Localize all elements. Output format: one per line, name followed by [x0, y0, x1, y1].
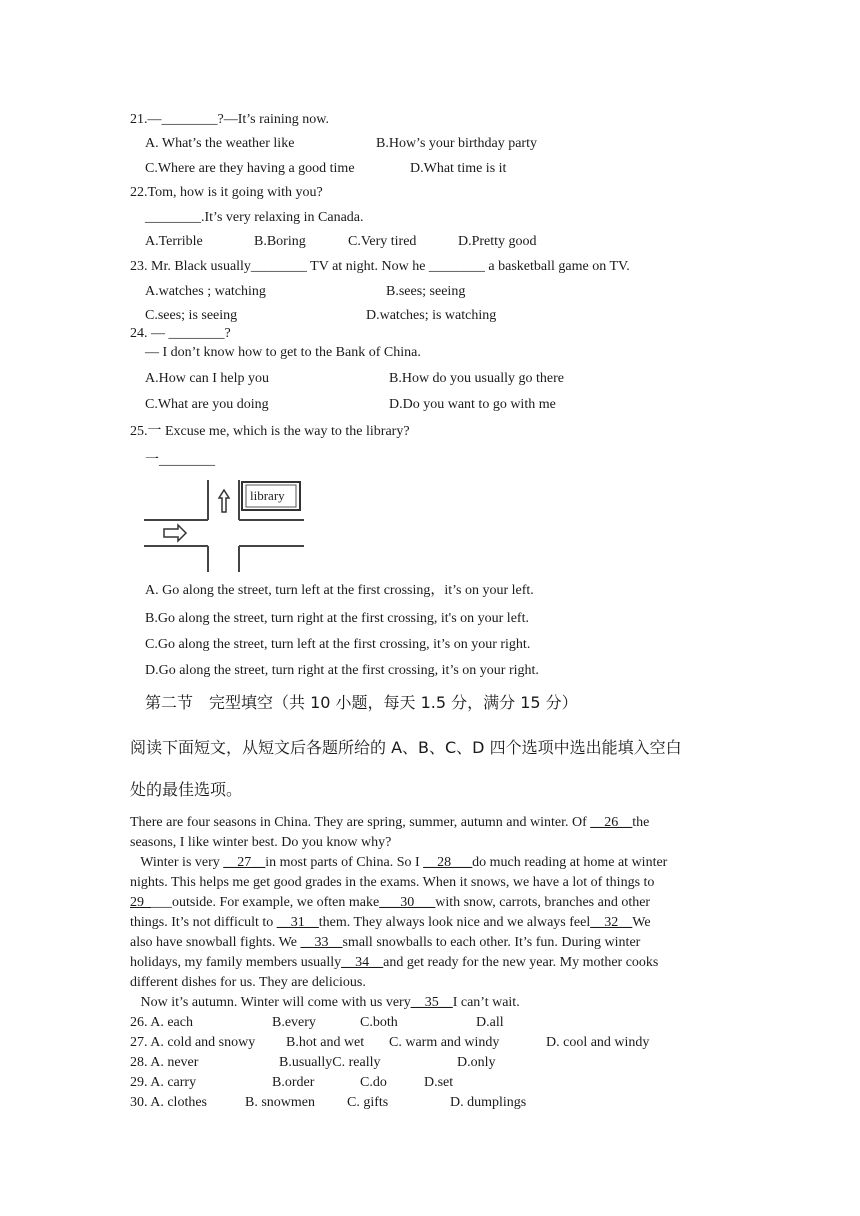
blank-30: ___30___ — [379, 895, 436, 910]
q30-option-c: C. gifts — [347, 1095, 389, 1110]
q24-option-a: A.How can I help you — [145, 371, 270, 386]
q23-option-b: B.sees; seeing — [386, 284, 466, 299]
blank-27: __27__ — [223, 855, 266, 870]
passage-text: them. They always look nice and we always feel — [318, 915, 591, 930]
blank-26: __26__ — [590, 815, 633, 830]
passage-text: There are four seasons in China. They are spring, summer, autumn and winter. Of — [130, 815, 591, 830]
q25-stem: 25.一 Excuse me, which is the way to the library? — [130, 424, 410, 439]
passage-line-5 — [130, 894, 650, 912]
q22-option-c: C.Very tired — [348, 234, 417, 249]
q29-option-d: D.set — [424, 1075, 454, 1090]
blank-29: 29 — [130, 895, 151, 910]
blank-35: __35__ — [410, 995, 453, 1010]
passage-text: in most parts of China. So I — [265, 855, 424, 870]
q26-option-b: B.every — [272, 1015, 316, 1030]
passage-line-10 — [130, 994, 520, 1012]
passage-line-1 — [130, 814, 649, 832]
q30-option-b: B. snowmen — [245, 1095, 315, 1110]
q25-option-a: A. Go along the street, turn left at the first crossing，it’s on your left. — [145, 583, 534, 598]
blank-34: __34__ — [341, 955, 384, 970]
q23-stem: 23. Mr. Black usually________ TV at night. Now he ________ a basketball game on TV. — [130, 259, 630, 274]
crossroads-map — [144, 480, 304, 572]
passage-text: holidays, my family members usually — [130, 955, 342, 970]
passage-text: do much reading at home at winter — [472, 855, 668, 870]
passage-text: the — [632, 815, 650, 830]
q22-option-a: A.Terrible — [145, 234, 203, 249]
q25-option-c: C.Go along the street, turn left at the first crossing, it’s on your right. — [145, 637, 531, 652]
passage-text: ___outside. For example, we often make — [151, 895, 380, 910]
q21-stem: 21.—________?—It’s raining now. — [130, 112, 329, 127]
q22-reply: ________.It’s very relaxing in Canada. — [145, 210, 364, 225]
q26-option-d: D.all — [476, 1015, 504, 1030]
passage-line-7 — [130, 934, 640, 952]
q25-option-b: B.Go along the street, turn right at the first crossing, it's on your left. — [145, 611, 529, 626]
q29-option-c: C.do — [360, 1075, 387, 1090]
q30-option-d: D. dumplings — [450, 1095, 527, 1110]
q28-option-d: D.only — [457, 1055, 496, 1070]
blank-31: __31__ — [276, 915, 319, 930]
passage-line-8 — [130, 954, 658, 972]
passage-text: and get ready for the new year. My mother cooks — [383, 955, 659, 970]
q24-option-b: B.How do you usually go there — [389, 371, 564, 386]
q22-option-d: D.Pretty good — [458, 234, 537, 249]
q25-reply: 一________ — [145, 453, 215, 468]
q27-option-a: 27. A. cold and snowy — [130, 1035, 256, 1050]
q26-option-c: C.both — [360, 1015, 398, 1030]
q24-reply: — I don’t know how to get to the Bank of China. — [145, 345, 421, 360]
q23-option-c: C.sees; is seeing — [145, 308, 238, 323]
q21-option-b: B.How’s your birthday party — [376, 136, 537, 151]
passage-text: also have snowball fights. We — [130, 935, 301, 950]
q27-option-b: B.hot and wet — [286, 1035, 365, 1050]
q24-option-d: D.Do you want to go with me — [389, 397, 556, 412]
passage-line-3 — [130, 854, 667, 872]
passage-text: things. It’s not difficult to — [130, 915, 277, 930]
section-instruction-line2: 处的最佳选项。 — [130, 780, 243, 799]
q23-option-d: D.watches; is watching — [366, 308, 497, 323]
section-instruction-line1: 阅读下面短文，从短文后各题所给的 A、B、C、D 四个选项中选出能填入空白 — [130, 738, 682, 757]
passage-line-4: nights. This helps me get good grades in the exams. When it snows, we have a lot of things to — [130, 875, 655, 890]
q28-option-a: 28. A. never — [130, 1055, 199, 1070]
q21-option-d: D.What time is it — [410, 161, 507, 176]
q25-option-d: D.Go along the street, turn right at the first crossing, it’s on your right. — [145, 663, 539, 678]
passage-text: Now it’s autumn. Winter will come with us very — [130, 995, 411, 1010]
section-title: 第二节 完型填空（共 10 小题，每天 1.5 分，满分 15 分） — [145, 693, 578, 712]
q28-option-bc: B.usuallyC. really — [279, 1055, 381, 1070]
passage-line-9: different dishes for us. They are delicious. — [130, 975, 366, 990]
q30-option-a: 30. A. clothes — [130, 1095, 207, 1110]
q29-option-a: 29. A. carry — [130, 1075, 197, 1090]
q26-option-a: 26. A. each — [130, 1015, 193, 1030]
q29-option-b: B.order — [272, 1075, 315, 1090]
passage-line-2: seasons, I like winter best. Do you know why? — [130, 835, 392, 850]
passage-text: with snow, carrots, branches and other — [435, 895, 651, 910]
q24-option-c: C.What are you doing — [145, 397, 269, 412]
q22-stem: 22.Tom, how is it going with you? — [130, 185, 323, 200]
up-arrow-icon — [219, 490, 229, 512]
q27-option-c: C. warm and windy — [389, 1035, 500, 1050]
passage-text: We — [632, 915, 651, 930]
q27-option-d: D. cool and windy — [546, 1035, 650, 1050]
q21-option-a: A. What’s the weather like — [145, 136, 295, 151]
blank-33: __33__ — [300, 935, 343, 950]
right-arrow-icon — [164, 525, 186, 541]
blank-28: __28___ — [423, 855, 473, 870]
passage-text: Winter is very — [130, 855, 224, 870]
passage-text: small snowballs to each other. It’s fun. During winter — [342, 935, 641, 950]
blank-32: __32__ — [590, 915, 633, 930]
library-label: library — [250, 488, 285, 503]
passage-text: I can’t wait. — [452, 995, 520, 1010]
q22-option-b: B.Boring — [254, 234, 306, 249]
q21-option-c: C.Where are they having a good time — [145, 161, 355, 176]
q24-stem: 24. — ________? — [130, 326, 231, 341]
q23-option-a: A.watches ; watching — [145, 284, 266, 299]
passage-line-6 — [130, 914, 651, 932]
